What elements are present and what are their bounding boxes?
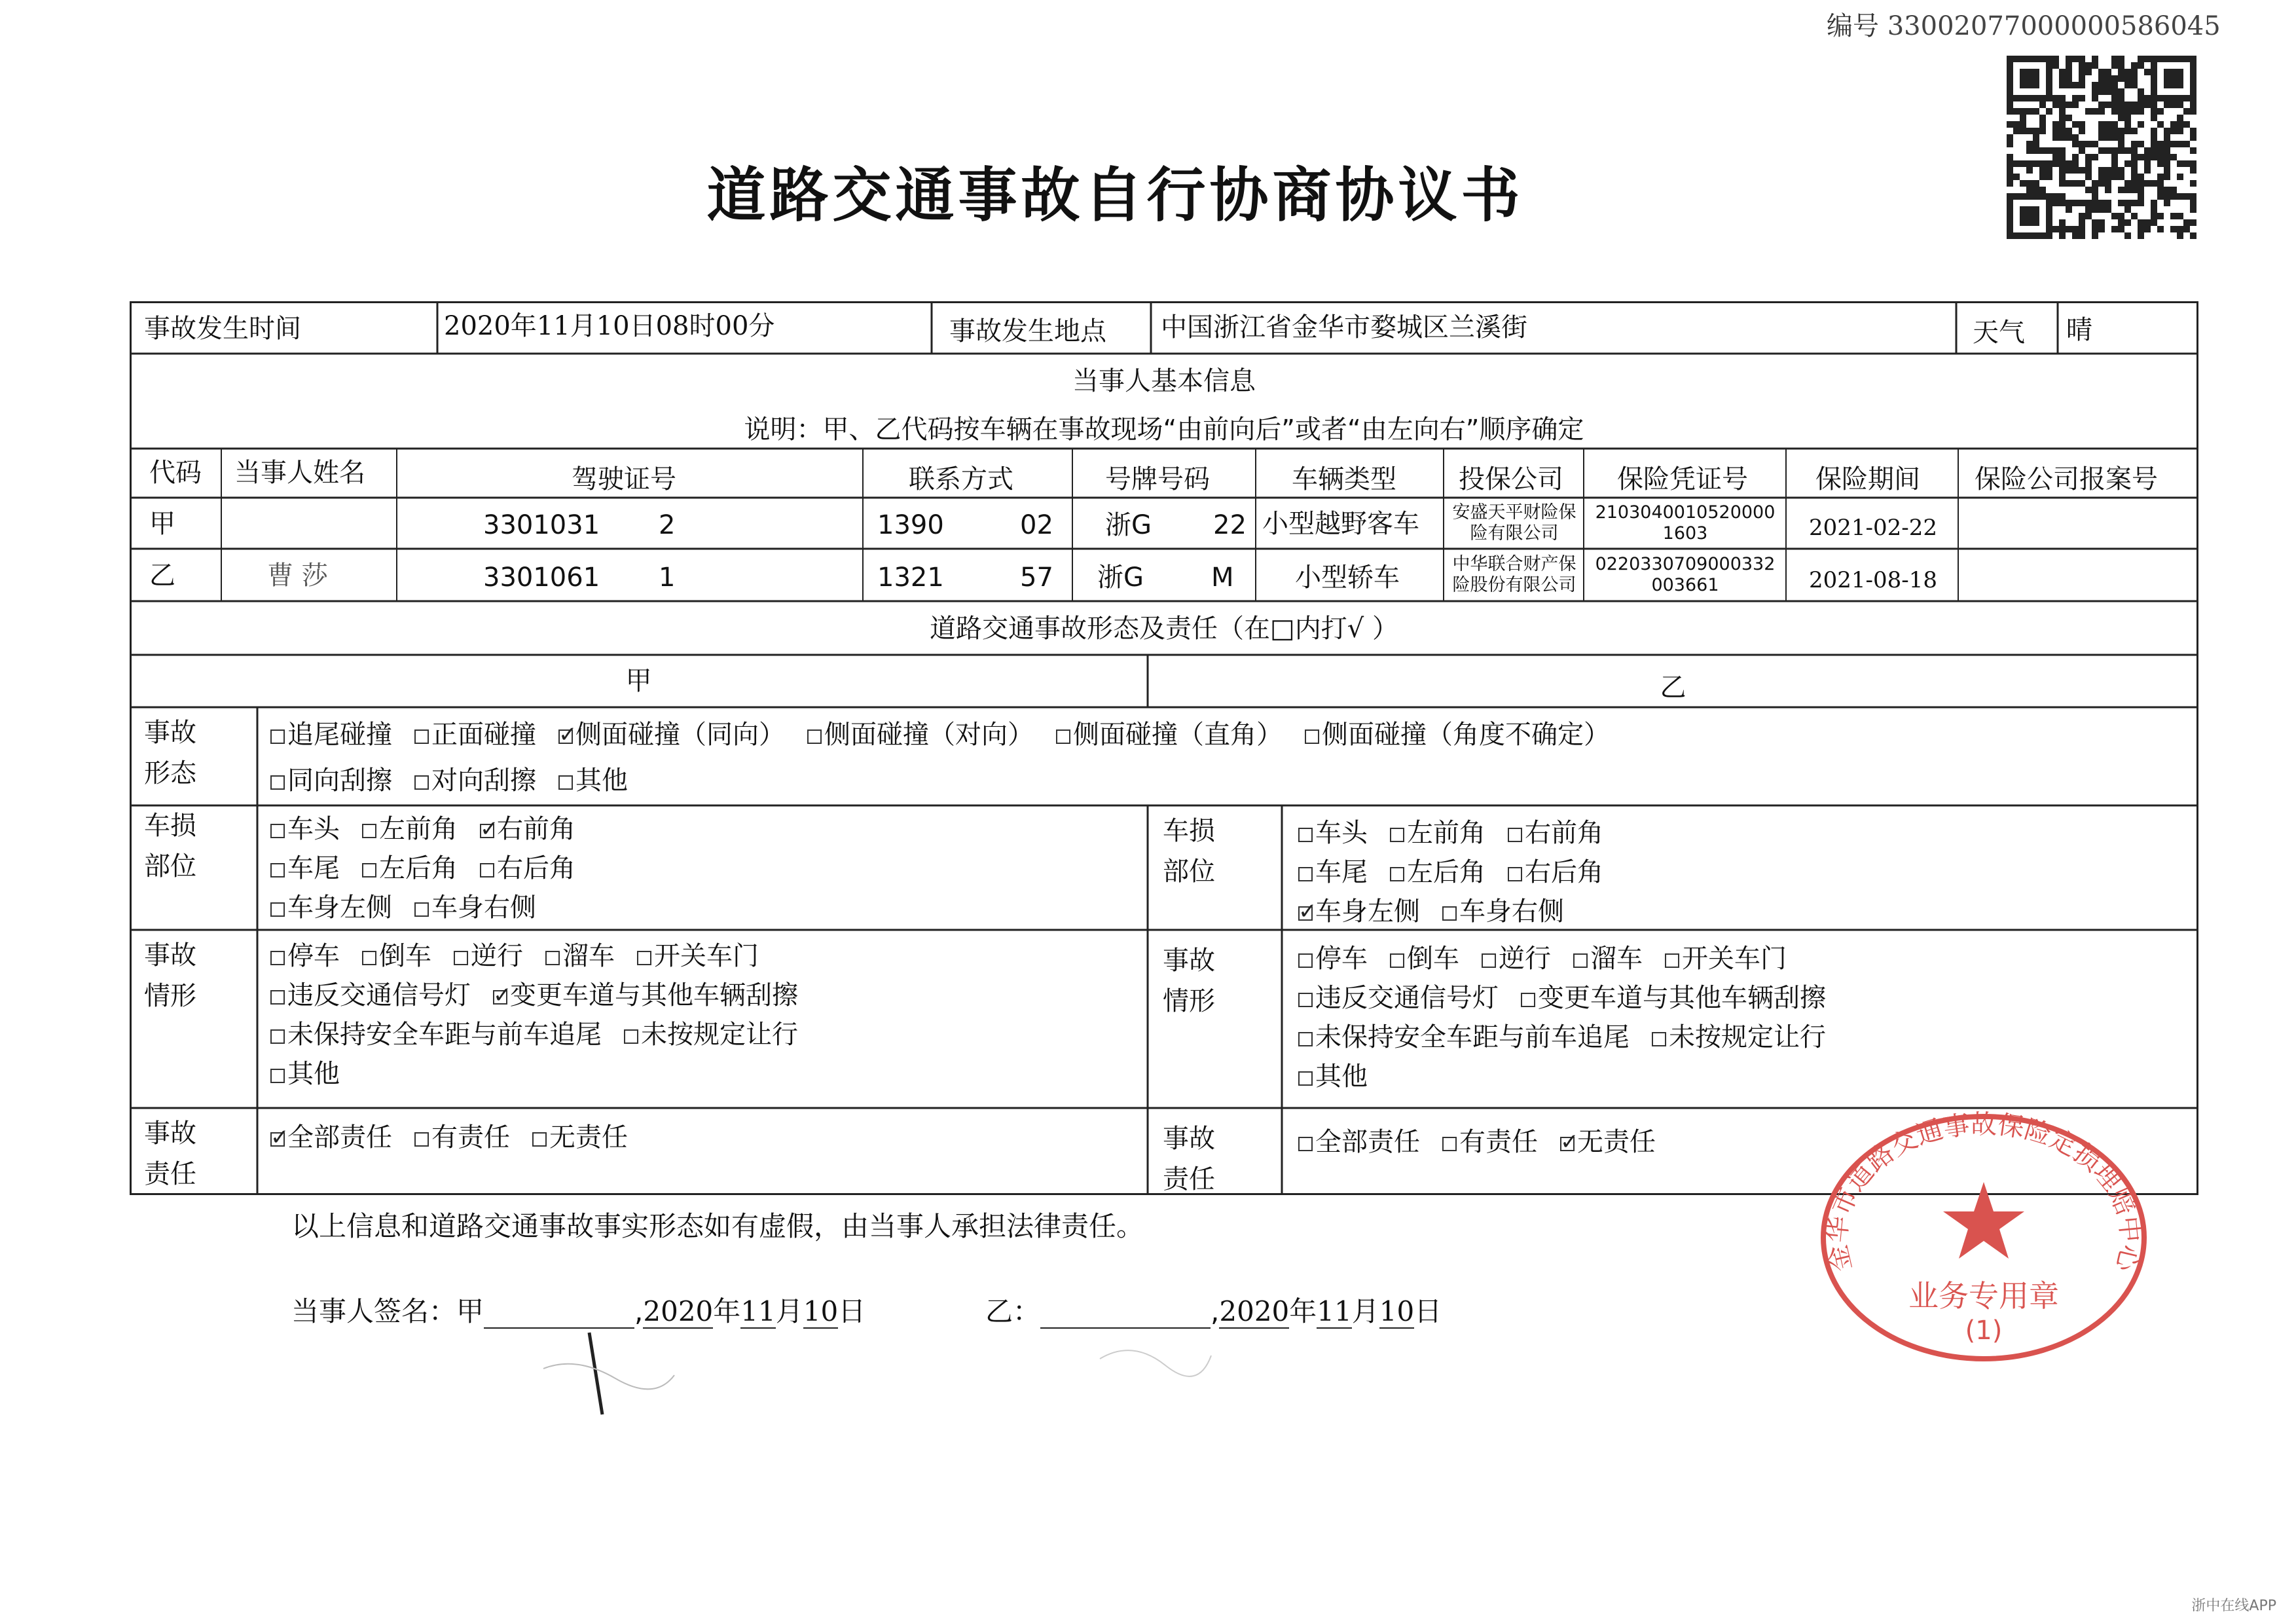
responsibility-label-b: 事故 责任: [1163, 1124, 1215, 1194]
row-b-policy: 0220330709000332 003661: [1595, 554, 1776, 596]
checkbox-icon[interactable]: [270, 1132, 285, 1147]
serial-value: 330020770000005860​45: [1887, 11, 2221, 41]
option-label: 倒车: [1407, 944, 1459, 974]
situation-label-b: 事故 情形: [1163, 946, 1215, 1016]
signature-a: 当事人签名：甲 ,2020年11月10日: [291, 1295, 866, 1327]
checkbox-icon[interactable]: [624, 1029, 638, 1044]
col-phone: 联系方式: [909, 464, 1013, 494]
option-item[interactable]: [1298, 1056, 1368, 1093]
checkbox-icon[interactable]: [362, 824, 376, 838]
sign-label: 当事人签名：甲: [291, 1295, 484, 1327]
option-label: 车尾: [287, 853, 340, 883]
responsibility-option[interactable]: [1560, 1121, 1656, 1158]
option-item[interactable]: [1298, 851, 1368, 889]
row-b-code: 乙: [149, 561, 175, 591]
option-item[interactable]: [1298, 977, 1499, 1014]
option-label: 有责任: [1459, 1127, 1538, 1157]
responsibility-option[interactable]: [532, 1116, 628, 1154]
option-label: 其他: [575, 766, 628, 796]
sign-b-year: 2020: [1219, 1295, 1290, 1327]
accident-time-label: 事故发生时间: [144, 314, 301, 344]
checkbox-icon[interactable]: [1442, 906, 1457, 921]
form-options-line2: [270, 760, 650, 797]
option-label: 侧面碰撞（角度不确定）: [1322, 720, 1610, 750]
row-b-vehicle-type: 小型轿车: [1295, 563, 1400, 593]
col-period: 保险期间: [1815, 464, 1920, 494]
col-name: 当事人姓名: [234, 458, 365, 488]
option-label: 无责任: [549, 1122, 628, 1153]
option-label: 左前角: [379, 814, 458, 844]
form-option[interactable]: [1305, 714, 1610, 751]
party-info-note: 说明：甲、乙代码按车辆在事故现场“由前向后”或者“由左向右”顺序确定: [744, 415, 1584, 445]
row-a-insurer: 安盛天平财险保险有限公司: [1452, 502, 1576, 544]
checkbox-icon[interactable]: [1298, 953, 1313, 968]
option-item[interactable]: [362, 808, 458, 845]
checkbox-icon[interactable]: [1508, 828, 1522, 842]
option-row: [1298, 812, 1626, 849]
option-label: 左后角: [1407, 857, 1485, 887]
checkbox-icon[interactable]: [480, 824, 494, 838]
option-item[interactable]: [362, 847, 458, 885]
serial-number: [1827, 5, 2221, 43]
col-report-no: 保险公司报案号: [1975, 464, 2158, 494]
row-a-license-tail: 2: [659, 510, 676, 540]
option-item[interactable]: [545, 935, 615, 972]
option-row: [1298, 977, 1848, 1014]
checkbox-icon[interactable]: [270, 1069, 285, 1083]
svg-text:金华市道路交通事故保险定损理赔中心: 金华市道路交通事故保险定损理赔中心: [1821, 1109, 2146, 1275]
row-b-phone: 1321: [877, 563, 944, 593]
option-label: 变更车道与其他车辆刮擦: [1538, 983, 1826, 1013]
option-item[interactable]: [270, 847, 340, 885]
checkbox-icon[interactable]: [1442, 1137, 1457, 1151]
option-label: 车身左侧: [1315, 896, 1420, 927]
checkbox-icon[interactable]: [414, 1132, 429, 1147]
sign-b-day: 10: [1379, 1295, 1415, 1327]
weather-value: 晴: [2066, 315, 2092, 345]
checkbox-icon[interactable]: [1298, 1137, 1313, 1151]
checkbox-icon[interactable]: [1298, 906, 1313, 921]
signature-mark-b: [1087, 1320, 1218, 1398]
row-a-license: 3301031: [483, 510, 600, 540]
option-label: 侧面碰撞（同向）: [575, 720, 785, 750]
signature-mark-a: [524, 1316, 694, 1421]
checkbox-icon[interactable]: [1390, 867, 1404, 881]
option-item[interactable]: [270, 808, 340, 845]
checkbox-icon[interactable]: [1056, 729, 1070, 744]
option-label: 溜车: [1590, 944, 1643, 974]
situation-label-a: 事故 情形: [144, 940, 196, 1011]
watermark: 浙中在线APP: [2191, 1598, 2276, 1614]
day-char: 日: [1414, 1295, 1442, 1327]
option-label: 正面碰撞: [431, 720, 536, 750]
damage-label-a: 车损 部位: [144, 811, 196, 881]
checkbox-icon[interactable]: [362, 863, 376, 877]
option-row: [1298, 938, 1809, 975]
party-b-header: 乙: [1660, 673, 1686, 703]
checkbox-icon[interactable]: [532, 1132, 547, 1147]
option-item[interactable]: [454, 935, 523, 972]
option-label: 逆行: [1499, 944, 1551, 974]
option-label: 无责任: [1577, 1127, 1656, 1157]
option-label: 未保持安全车距与前车追尾: [287, 1020, 602, 1050]
option-item[interactable]: [270, 887, 392, 924]
option-label: 侧面碰撞（对向）: [824, 720, 1034, 750]
option-label: 左前角: [1407, 818, 1485, 848]
option-label: 车头: [1315, 818, 1368, 848]
serial-label: 编号: [1827, 11, 1879, 41]
option-label: 其他: [1315, 1061, 1368, 1092]
option-item[interactable]: [1652, 1016, 1826, 1054]
checkbox-icon[interactable]: [1521, 993, 1535, 1007]
checkbox-icon[interactable]: [1652, 1032, 1666, 1046]
option-row: [1298, 1016, 1848, 1054]
checkbox-icon[interactable]: [1482, 953, 1496, 968]
party-a-header: 甲: [625, 666, 652, 696]
option-item[interactable]: [270, 935, 340, 972]
accident-location-label: 事故发生地点: [949, 316, 1106, 346]
row-a-plate-tail: 22: [1213, 510, 1247, 540]
option-label: 追尾碰撞: [287, 720, 392, 750]
responsibility-option[interactable]: [414, 1116, 510, 1154]
row-b-license-tail: 1: [659, 563, 676, 593]
option-label: 侧面碰撞（直角）: [1073, 720, 1283, 750]
damage-label-b: 车损 部位: [1163, 816, 1215, 887]
option-item[interactable]: [1508, 812, 1603, 849]
option-row: [270, 1014, 820, 1051]
option-row: [270, 808, 598, 845]
option-item[interactable]: [1390, 938, 1459, 975]
option-item[interactable]: [362, 935, 431, 972]
checkbox-icon[interactable]: [270, 902, 285, 917]
option-item[interactable]: [1298, 812, 1368, 849]
option-label: 停车: [287, 941, 340, 971]
form-option[interactable]: [1056, 714, 1283, 751]
sign-a-day: 10: [803, 1295, 839, 1327]
signature-b: 乙： ,2020年11月10日: [985, 1295, 1442, 1327]
option-label: 右前角: [497, 814, 575, 844]
option-label: 全部责任: [287, 1122, 392, 1153]
responsibility-options-b: [1298, 1121, 1678, 1158]
checkbox-icon[interactable]: [1305, 729, 1319, 744]
checkbox-icon[interactable]: [545, 951, 560, 965]
checkbox-icon[interactable]: [558, 729, 573, 744]
form-option[interactable]: [558, 760, 628, 797]
checkbox-icon[interactable]: [270, 990, 285, 1005]
row-a-vehicle-type: 小型越野客车: [1262, 509, 1419, 539]
option-label: 开关车门: [654, 941, 759, 971]
option-item[interactable]: [414, 887, 536, 924]
row-b-phone-tail: 57: [1020, 563, 1053, 593]
checkbox-icon[interactable]: [1390, 953, 1404, 968]
stamp-use: 业务专用章: [1908, 1278, 2059, 1314]
option-item[interactable]: [1298, 891, 1420, 928]
row-a-code: 甲: [149, 509, 175, 539]
checkbox-icon[interactable]: [414, 775, 429, 790]
weather-label: 天气: [1973, 318, 2025, 348]
option-item[interactable]: [270, 1014, 602, 1051]
checkbox-icon[interactable]: [480, 863, 494, 877]
accident-location-value: 中国浙江省金华市婺城区兰溪街: [1161, 312, 1527, 342]
option-label: 右后角: [1525, 857, 1603, 887]
checkbox-icon[interactable]: [493, 990, 507, 1005]
form-option[interactable]: [414, 714, 536, 751]
option-label: 右前角: [1525, 818, 1603, 848]
form-option[interactable]: [807, 714, 1034, 751]
option-item[interactable]: [637, 935, 759, 972]
option-label: 左后角: [379, 853, 458, 883]
option-label: 车身右侧: [431, 893, 536, 923]
checkbox-icon[interactable]: [1298, 993, 1313, 1007]
checkbox-icon[interactable]: [362, 951, 376, 965]
row-b-plate-tail: M: [1211, 563, 1234, 593]
checkbox-icon[interactable]: [807, 729, 822, 744]
party-info-title: 当事人基本信息: [1072, 366, 1256, 396]
liability-title: 道路交通事故形态及责任（在□内打√ ）: [930, 614, 1398, 644]
row-a-period: 2021-02-22: [1809, 515, 1938, 541]
option-label: 未按规定让行: [641, 1020, 798, 1050]
checkbox-icon[interactable]: [414, 729, 429, 744]
checkbox-icon[interactable]: [414, 902, 429, 917]
document-title: 道路交通事故自行协商协议书: [706, 160, 1524, 230]
col-policy: 保险凭证号: [1617, 464, 1748, 494]
option-item[interactable]: [1573, 938, 1643, 975]
option-label: 车身右侧: [1459, 896, 1564, 927]
checkbox-icon[interactable]: [270, 863, 285, 877]
day-char: 日: [838, 1295, 866, 1327]
option-row: [1298, 891, 1586, 928]
option-label: 右后角: [497, 853, 575, 883]
option-label: 违反交通信号灯: [287, 980, 471, 1010]
option-label: 倒车: [379, 941, 431, 971]
row-b-insurer: 中华联合财产保险股份有限公司: [1452, 554, 1576, 596]
option-label: 溜车: [562, 941, 615, 971]
responsibility-option[interactable]: [1442, 1121, 1538, 1158]
row-b-period: 2021-08-18: [1809, 567, 1938, 593]
responsibility-option[interactable]: [1298, 1121, 1420, 1158]
option-label: 同向刮擦: [287, 766, 392, 796]
option-row: [270, 974, 820, 1012]
option-label: 车头: [287, 814, 340, 844]
option-label: 车身左侧: [287, 893, 392, 923]
col-code: 代码: [149, 458, 202, 488]
option-label: 有责任: [431, 1122, 510, 1153]
form-option[interactable]: [558, 714, 785, 751]
option-item[interactable]: [1298, 1016, 1630, 1054]
option-item[interactable]: [1482, 938, 1551, 975]
checkbox-icon[interactable]: [1390, 828, 1404, 842]
year-char: 年: [1289, 1295, 1317, 1327]
row-a-plate: 浙G: [1105, 510, 1152, 540]
option-item[interactable]: [270, 974, 471, 1012]
form-option[interactable]: [414, 760, 536, 797]
checkbox-icon[interactable]: [637, 951, 651, 965]
declaration: 以上信息和道路交通事故事实形态如有虚假，由当事人承担法律责任。: [291, 1210, 1144, 1242]
checkbox-icon[interactable]: [454, 951, 468, 965]
form-options-line1: [270, 714, 1632, 751]
responsibility-options-a: [270, 1116, 650, 1154]
col-license: 驾驶证号: [572, 464, 676, 494]
option-label: 车尾: [1315, 857, 1368, 887]
option-item[interactable]: [1390, 812, 1485, 849]
row-b-license: 3301061: [483, 563, 600, 593]
responsibility-label-a: 事故 责任: [144, 1118, 196, 1189]
option-item[interactable]: [493, 974, 798, 1012]
option-item[interactable]: [480, 847, 575, 885]
col-insurer: 投保公司: [1459, 464, 1563, 494]
sign-b-label: 乙：: [985, 1295, 1041, 1327]
responsibility-option[interactable]: [270, 1116, 392, 1154]
accident-time-value: 2020年11月10日08时00分: [444, 311, 775, 341]
option-row: [270, 935, 781, 972]
option-item[interactable]: [1442, 891, 1564, 928]
form-option[interactable]: [270, 714, 392, 751]
checkbox-icon[interactable]: [270, 951, 285, 965]
sign-a-month: 11: [740, 1295, 776, 1327]
option-label: 违反交通信号灯: [1315, 983, 1499, 1013]
checkbox-icon[interactable]: [1573, 953, 1588, 968]
row-a-phone-tail: 02: [1020, 510, 1053, 540]
form-option[interactable]: [270, 760, 392, 797]
form-label: 事故 形态: [144, 718, 196, 788]
checkbox-icon[interactable]: [1298, 1071, 1313, 1086]
row-a-phone: 1390: [877, 510, 944, 540]
option-item[interactable]: [624, 1014, 798, 1051]
month-char: 月: [775, 1295, 803, 1327]
checkbox-icon[interactable]: [270, 824, 285, 838]
stamp-num: (1): [1965, 1316, 2003, 1346]
checkbox-icon[interactable]: [558, 775, 573, 790]
option-item[interactable]: [1298, 938, 1368, 975]
checkbox-icon[interactable]: [1298, 867, 1313, 881]
checkbox-icon[interactable]: [270, 1029, 285, 1044]
checkbox-icon[interactable]: [1298, 828, 1313, 842]
option-item[interactable]: [270, 1053, 340, 1090]
checkbox-icon[interactable]: [270, 729, 285, 744]
option-label: 变更车道与其他车辆刮擦: [510, 980, 798, 1010]
option-item[interactable]: [1390, 851, 1485, 889]
option-label: 未按规定让行: [1669, 1022, 1826, 1052]
year-char: 年: [713, 1295, 741, 1327]
checkbox-icon[interactable]: [1665, 953, 1679, 968]
agreement-form: [130, 301, 2198, 1195]
sign-b-month: 11: [1317, 1295, 1352, 1327]
option-row: [1298, 851, 1626, 889]
col-plate: 号牌号码: [1105, 464, 1210, 494]
checkbox-icon[interactable]: [1508, 867, 1522, 881]
option-row: [270, 1053, 362, 1090]
option-label: 停车: [1315, 944, 1368, 974]
month-char: 月: [1351, 1295, 1379, 1327]
option-label: 其他: [287, 1059, 340, 1089]
checkbox-icon[interactable]: [1298, 1032, 1313, 1046]
row-b-plate: 浙G: [1097, 563, 1144, 593]
row-b-name: 曹 莎: [267, 561, 328, 591]
option-row: [270, 887, 558, 924]
option-label: 开关车门: [1682, 944, 1787, 974]
option-item[interactable]: [1521, 977, 1826, 1014]
checkbox-icon[interactable]: [270, 775, 285, 790]
option-item[interactable]: [1508, 851, 1603, 889]
col-vehicle-type: 车辆类型: [1292, 464, 1396, 494]
checkbox-icon[interactable]: [1560, 1137, 1575, 1151]
row-a-policy: 2103040010520000 1603: [1595, 502, 1776, 544]
option-item[interactable]: [1665, 938, 1787, 975]
official-seal: [1813, 1107, 2154, 1369]
option-row: [270, 847, 598, 885]
option-label: 全部责任: [1315, 1127, 1420, 1157]
option-label: 逆行: [471, 941, 523, 971]
option-label: 未保持安全车距与前车追尾: [1315, 1022, 1630, 1052]
option-item[interactable]: [480, 808, 575, 845]
option-row: [1298, 1056, 1390, 1093]
option-label: 对向刮擦: [431, 766, 536, 796]
sign-a-year: 2020: [643, 1295, 714, 1327]
